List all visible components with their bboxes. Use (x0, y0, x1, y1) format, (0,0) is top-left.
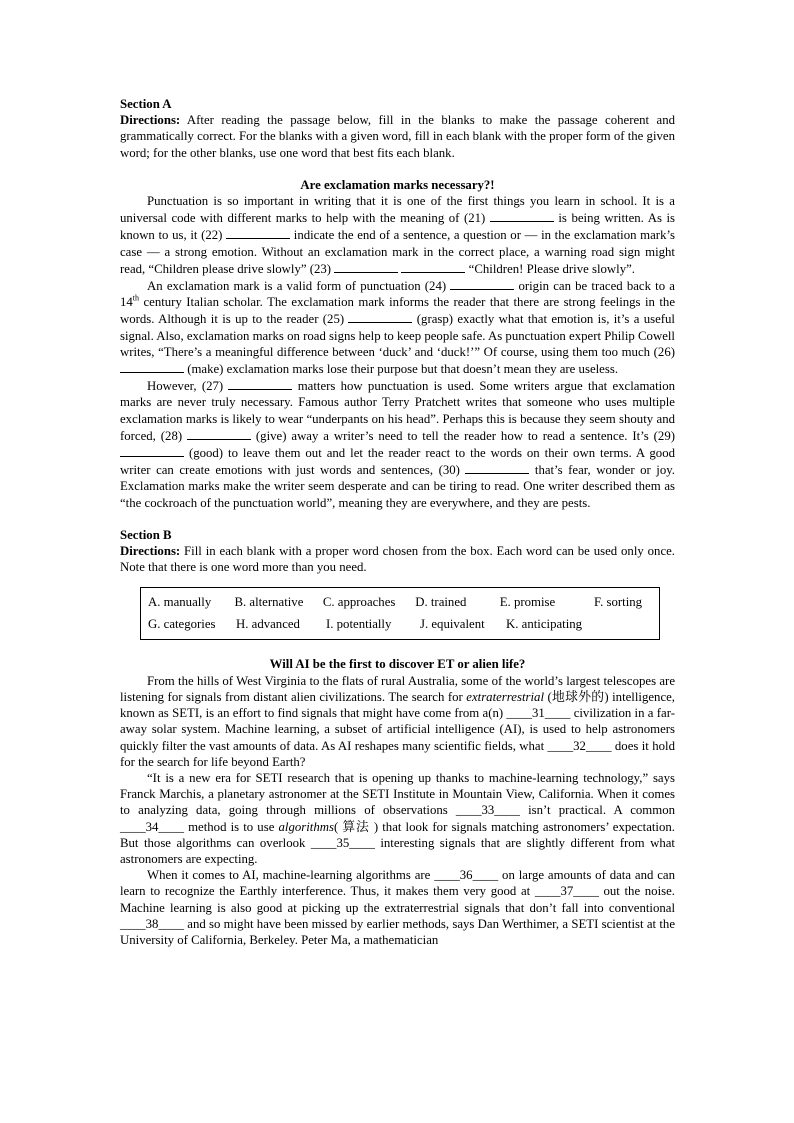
word-option: A. manually (148, 595, 212, 610)
text-run: does it hold for the search for life beyond Earth? (120, 738, 675, 769)
section-a-heading: Section A (120, 97, 172, 111)
passage-a-paragraph-1 (120, 193, 675, 277)
document-page (120, 96, 675, 948)
text-run: From the hills of West Virginia to the flats of rural Australia, some of the world’s largest telescopes are listening for signals from distant alien civilizations. The search for (120, 673, 675, 704)
section-b-heading: Section B (120, 527, 172, 542)
blank-32[interactable]: ____32____ (547, 738, 612, 753)
text-run: interesting signals that are slightly different from what astronomers are expecting. (120, 835, 675, 866)
passage-b-paragraph-3 (120, 867, 675, 948)
text-run: (地球外的) intelligence, known as SETI, is an effort to find signals that might have come from a(n) (120, 689, 676, 721)
section-b-directions (120, 543, 675, 575)
blank-23-continued[interactable] (401, 260, 465, 273)
italic-term: extraterrestrial (466, 689, 544, 704)
word-option: K. anticipating (506, 617, 583, 632)
blank-22[interactable] (226, 226, 290, 239)
word-option: E. promise (499, 595, 556, 610)
text-run: and so might have been missed by earlier methods, says Dan Werthimer, a SETI scientist at the University of California, Berkeley. Peter Ma, a mathematician (120, 916, 675, 947)
passage-a-paragraph-2 (120, 277, 675, 377)
blank-36[interactable]: ____36____ (434, 868, 499, 883)
text-run: Punctuation is so important in writing that it is one of the first things you learn in school. It is a universal code with different marks to help with the meaning of (21) (120, 194, 675, 226)
passage-b-title: Will AI be the first to discover ET or alien life? (269, 657, 526, 672)
text-run: matters how punctuation is used. Some writers argue that exclamation marks are never truly necessary. Famous author Terry Pratchett writes that someone who uses multiple exclamation marks is likely to wear “underpants on his head”. Perhaps this is because they seem shouty and forced, (28) (120, 379, 675, 443)
passage-a-title: Are exclamation marks necessary?! (300, 177, 495, 192)
passage-a-paragraph-3 (120, 377, 675, 511)
blank-34[interactable]: ____34____ (120, 819, 184, 834)
text-run: century Italian scholar. The exclamation mark informs the reader that there are strong feelings in the words. Although it is up to the reader (25) (120, 295, 675, 327)
text-run: When it comes to AI, machine-learning algorithms are (147, 868, 435, 883)
word-option: G. categories (148, 617, 216, 632)
blank-26[interactable] (120, 360, 184, 373)
word-option: C. approaches (322, 595, 396, 610)
word-bank-box (140, 587, 660, 640)
blank-21[interactable] (490, 209, 554, 222)
text-run: is being written. As is known to us, it (22) (120, 211, 675, 243)
blank-25[interactable] (348, 310, 412, 323)
passage-b-paragraph-1 (120, 673, 675, 770)
text-run: indicate the end of a sentence, a question or — in the exclamation mark’s case — a strong emotion. Without an exclamation mark in the correct place, a warning road sign might read, “Children please drive slowly” (23) (120, 228, 676, 276)
text-run: (good) to leave them out and let the reader react to the words on their own terms. A good writer can create emotions with just words and sentences, (30) (120, 446, 675, 478)
blank-27[interactable] (228, 377, 292, 390)
directions-label: Directions: (120, 113, 181, 128)
blank-31[interactable]: ____31____ (506, 706, 571, 721)
blank-30[interactable] (465, 461, 529, 474)
text-run: origin can be traced back to a 14 (120, 279, 675, 310)
text-run: civilization in a far-away solar system. Machine learning, a subset of artificial intelligence (AI), is used to help astronomers quickly filter the vast amounts of data. As AI reshapes many scientific fields, what (120, 706, 675, 753)
blank-28[interactable] (187, 427, 251, 440)
italic-term: algorithms (278, 819, 334, 834)
section-a-directions (120, 112, 675, 161)
blank-23[interactable] (334, 260, 398, 273)
word-option: B. alternative (234, 595, 304, 610)
text-run: isn’t practical. A common (519, 803, 675, 818)
word-option: H. advanced (236, 617, 300, 632)
text-run: (grasp) exactly what that emotion is, it’s a useful signal. Also, exclamation marks on road signs help to keep people safe. As punctuation expert Philip Cowell writes, “There’s a meaningful difference between ‘duck’ and ‘duck!’” Of course, using them too much (26) (120, 312, 675, 359)
blank-37[interactable]: ____37____ (534, 884, 599, 899)
word-option: I. potentially (326, 617, 392, 632)
text-run: “It is a new era for SETI research that is opening up thanks to machine-learning technology,” says Franck Marchis, a planetary astronomer at the SETI Institute in Mountain View, California. When it comes to analyzing data, going through millions of observations (120, 770, 675, 818)
text-run: (make) exclamation marks lose their purpose but that doesn’t mean they are useless. (184, 362, 619, 377)
directions-text: After reading the passage below, fill in the blanks to make the passage coherent and grammatically correct. For the blanks with a given word, fill in each blank with the proper form of the given word; for the other blanks, use one word that best fits each blank. (120, 113, 675, 160)
directions-label: Directions: (120, 544, 181, 559)
directions-text: Fill in each blank with a proper word chosen from the box. Each word can be used only once. Note that there is one word more than you need. (120, 544, 675, 575)
word-bank-row-1 (148, 591, 653, 613)
text-run: on large amounts of data and can learn to recognize the Earthly interference. Thus, it makes them very good at (120, 868, 675, 899)
text-run: method is to use (183, 819, 279, 834)
superscript: th (132, 293, 140, 303)
blank-33[interactable]: ____33____ (455, 803, 520, 818)
word-option: F. sorting (594, 595, 643, 610)
text-run: However, (27) (147, 379, 229, 394)
passage-b-paragraph-2 (120, 770, 675, 867)
blank-38[interactable]: ____38____ (120, 916, 184, 931)
text-run: An exclamation mark is a valid form of punctuation (24) (147, 279, 451, 294)
blank-29[interactable] (120, 444, 184, 457)
text-run: that’s fear, wonder or joy. Exclamation marks make the writer seem desperate and can be tiring to read. One writer described them as “the cockroach of the punctuation world”, meaning they are everywhere, and they are pests. (120, 463, 675, 510)
text-run: out the noise. Machine learning is also good at picking up the extraterrestrial signals that don’t fall into conventional (120, 884, 675, 915)
blank-24[interactable] (450, 277, 514, 290)
blank-35[interactable]: ____35____ (310, 835, 375, 850)
text-run: “Children! Please drive slowly”. (465, 261, 635, 276)
text-run: ( 算法 ) that look for signals matching astronomers’ expectation. But those algorithms can overlook (120, 819, 675, 850)
word-bank-row-2 (148, 613, 653, 635)
word-option: J. equivalent (420, 617, 485, 632)
text-run: (give) away a writer’s need to tell the reader how to read a sentence. It’s (29) (251, 428, 675, 443)
word-option: D. trained (415, 595, 467, 610)
